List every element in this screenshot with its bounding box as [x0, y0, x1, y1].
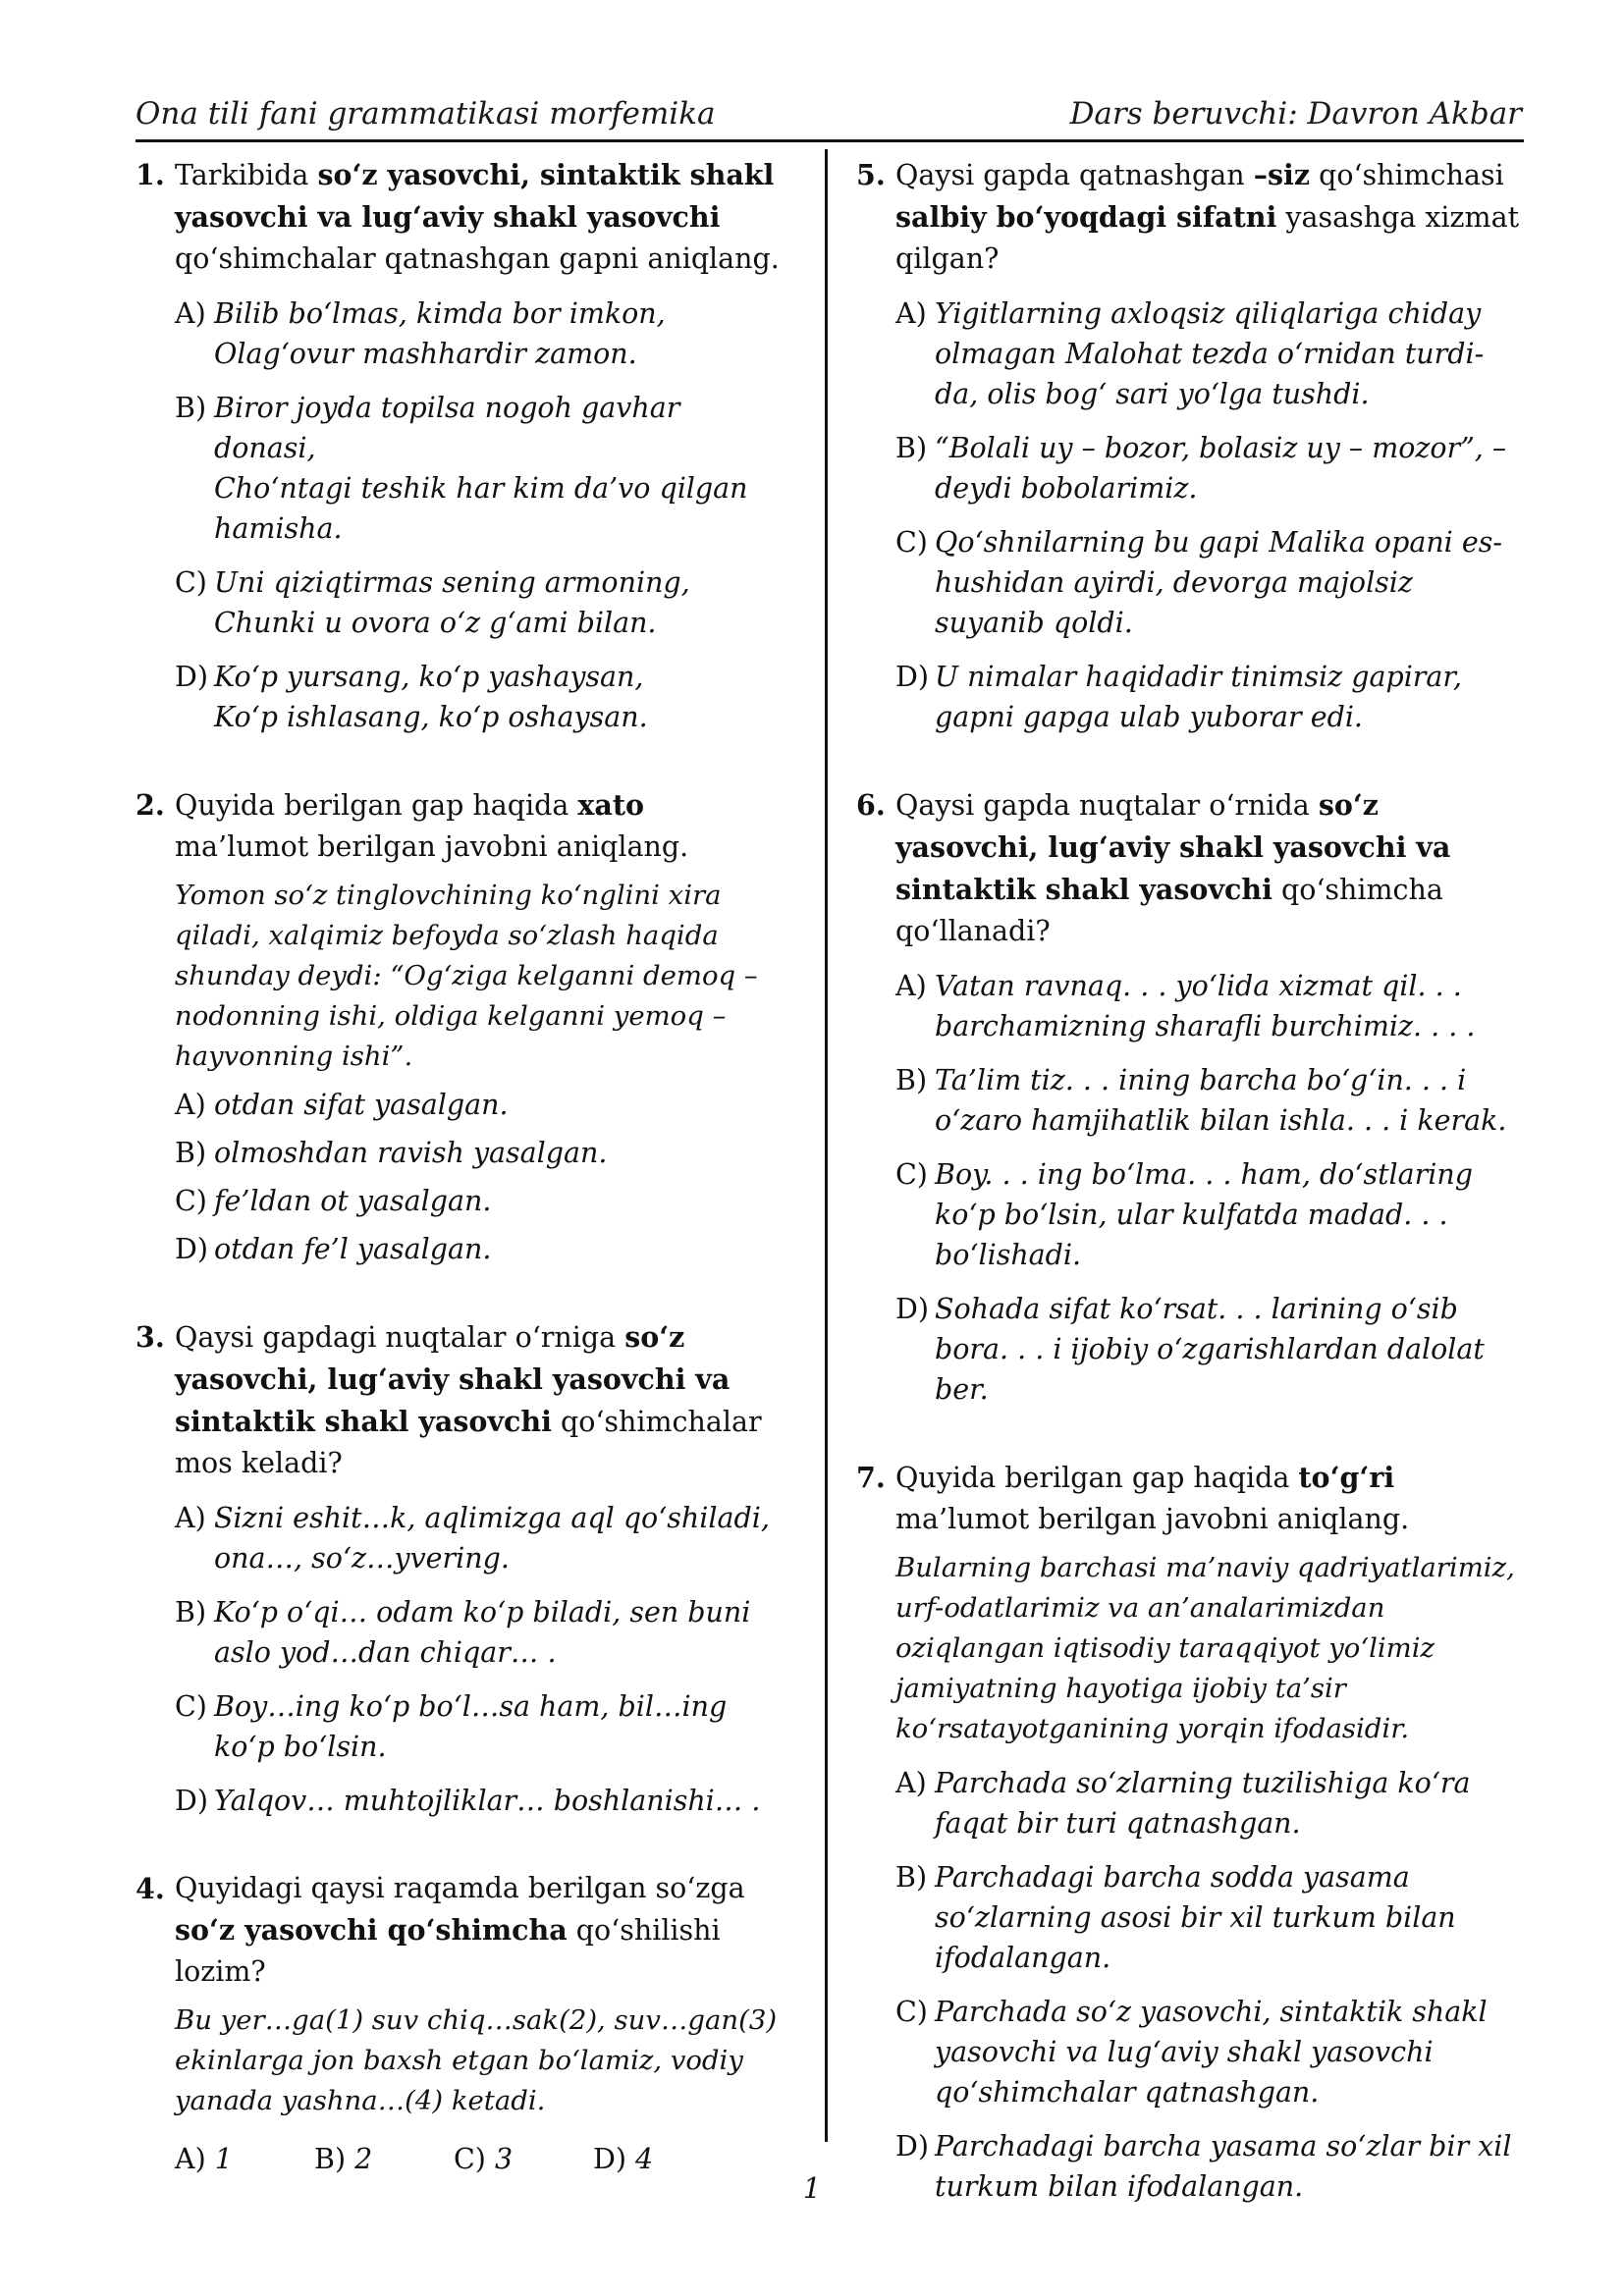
option-text: otdan sifat yasalgan. [214, 1089, 509, 1121]
option-c[interactable] [856, 522, 1524, 643]
option-b[interactable] [856, 1857, 1524, 1978]
option-text: Parchadagi barcha yasama so‘zlar bir xil turkum bilan ifodalangan. [935, 2130, 1512, 2203]
question-stem [135, 784, 784, 868]
option-d[interactable] [856, 1289, 1524, 1410]
stem-text: yasashga xizmat qilgan? [895, 201, 1520, 275]
option-letter: D) [593, 2143, 626, 2175]
option-line: Cho‘ntagi teshik har kim da’vo qilgan hamisha. [214, 472, 748, 545]
option-letter: B) [175, 1137, 207, 1169]
question-number: 3. [135, 1320, 165, 1354]
option-line: Uni qiziqtirmas sening armoning, [214, 566, 690, 599]
option-line: Chunki u ovora o‘z g‘ami bilan. [214, 607, 657, 639]
option-letter: D) [895, 2130, 929, 2163]
option-d[interactable] [856, 657, 1524, 737]
option-a[interactable] [856, 1763, 1524, 1843]
option-letter: A) [175, 1502, 206, 1534]
option-text: Parchada so‘z yasovchi, sintaktik shakl yasovchi va lug‘aviy shakl yasovchi qo‘shimchalar qatnashgan. [935, 1996, 1488, 2109]
option-letter: A) [895, 1767, 927, 1799]
option-text: “Bolali uy – bozor, bolasiz uy – mozor”, – deydi bobolarimiz. [935, 432, 1507, 505]
question-number: 7. [856, 1461, 886, 1494]
header-teacher: Dars beruvchi: Davron Akbar [1069, 96, 1522, 132]
option-letter: A) [895, 297, 927, 330]
option-text: 4 [635, 2143, 654, 2175]
option-text: Qo‘shnilarning bu gapi Malika opani es-hushidan ayirdi, devorga majolsiz suyanib qoldi. [935, 526, 1502, 639]
question-number: 2. [135, 788, 165, 822]
quoted-passage: Yomon so‘z tinglovchining ko‘nglini xira qiladi, xalqimiz befoyda so‘zlash haqida shunday deydi: “Og‘ziga kelganni demoq – nodonning ishi, oldiga kelganni yemoq – hayvonning ishi”. [175, 880, 758, 1072]
option-text: 1 [214, 2143, 233, 2175]
option-letter: A) [175, 2143, 206, 2175]
option-c[interactable] [135, 1181, 784, 1221]
option-line: Ko‘p yursang, ko‘p yashaysan, [214, 661, 644, 693]
stem-text: qo‘shimchalar qatnashgan gapni aniqlang. [175, 242, 780, 275]
option-d[interactable] [135, 657, 784, 737]
stem-text: Quyidagi qaysi raqamda berilgan so‘zga [175, 1872, 745, 1904]
option-c[interactable] [135, 562, 784, 643]
option-a[interactable] [135, 1085, 784, 1125]
question-1 [135, 154, 784, 737]
option-letter: C) [175, 1185, 207, 1217]
question-number: 6. [856, 788, 886, 822]
option-line: Biror joyda topilsa nogoh gavhar donasi, [214, 392, 680, 464]
option-letter: B) [175, 1596, 207, 1629]
stem-emphasis: xato [577, 788, 645, 822]
stem-emphasis: to‘g‘ri [1298, 1461, 1395, 1494]
option-text: U nimalar haqidadir tinimsiz gapirar, gapni gapga ulab yuborar edi. [935, 661, 1462, 733]
option-text: fe’ldan ot yasalgan. [214, 1185, 492, 1217]
stem-text: qo‘shimchalar mos keladi? [175, 1406, 762, 1479]
stem-text: qo‘shimchasi [1310, 159, 1504, 191]
stem-text: Quyida berilgan gap haqida [175, 789, 578, 822]
option-text: Parchadagi barcha sodda yasama so‘zlarning asosi bir xil turkum bilan ifodalangan. [935, 1861, 1456, 1974]
option-c[interactable] [856, 1992, 1524, 2112]
question-2 [135, 784, 784, 1269]
option-letter: C) [175, 566, 207, 599]
option-letter: B) [895, 432, 928, 464]
option-letter: C) [454, 2143, 486, 2175]
option-letter: D) [895, 661, 929, 693]
stem-emphasis: so‘z yasovchi, lug‘aviy shakl yasovchi va sintaktik shakl yasovchi [175, 1320, 731, 1438]
option-letter: D) [175, 661, 208, 693]
option-text: 2 [354, 2143, 373, 2175]
option-letter: B) [175, 392, 207, 424]
stem-text: Qaysi gapda nuqtalar o‘rnida [895, 789, 1319, 822]
option-a[interactable] [856, 294, 1524, 414]
option-d[interactable] [135, 1229, 784, 1269]
option-line: Olag‘ovur mashhardir zamon. [214, 338, 637, 370]
option-b[interactable] [856, 428, 1524, 508]
option-letter: C) [895, 1158, 928, 1191]
option-text: otdan fe’l yasalgan. [214, 1233, 492, 1265]
option-a[interactable] [135, 1498, 784, 1578]
question-number: 5. [856, 158, 886, 191]
question-stem [856, 784, 1524, 952]
quoted-passage: Bularning barchasi ma’naviy qadriyatlarimiz, urf-odatlarimiz va an’analarimizdan oziqlangan iqtisodiy taraqqiyot yo‘limiz jamiyatning hayotiga ijobiy ta’sir ko‘rsatayotganining yorqin ifodasidir. [895, 1552, 1515, 1744]
stem-text: Qaysi gapdagi nuqtalar o‘rniga [175, 1321, 625, 1354]
page-number: 1 [802, 2171, 822, 2205]
stem-text: Quyida berilgan gap haqida [895, 1462, 1299, 1494]
question-number: 1. [135, 158, 165, 191]
stem-emphasis: –siz [1253, 158, 1311, 191]
question-5 [856, 154, 1524, 737]
stem-emphasis: so‘z yasovchi qo‘shimcha [175, 1913, 568, 1947]
option-text: Vatan ravnaq. . . yo‘lida xizmat qil. . . barchamizning sharafli burchimiz. . . . [935, 970, 1476, 1042]
question-stem [135, 1868, 784, 1993]
option-text: Boy…ing ko‘p bo‘l…sa ham, bil…ing ko‘p bo‘lsin. [214, 1690, 728, 1763]
stem-emphasis: so‘z yasovchi, lug‘aviy shakl yasovchi va sintaktik shakl yasovchi [895, 788, 1451, 906]
option-a[interactable] [856, 966, 1524, 1046]
option-text: Yigitlarning axloqsiz qiliqlariga chiday olmagan Malohat tezda o‘rnidan turdi-da, olis bog‘ sari yo‘lga tushdi. [935, 297, 1485, 410]
option-text: Ta’lim tiz. . . ining barcha bo‘g‘in. . . i o‘zaro hamjihatlik bilan ishla. . . i kerak. [935, 1064, 1507, 1137]
stem-text: qo‘shilishi lozim? [175, 1914, 721, 1988]
option-b[interactable] [135, 388, 784, 549]
option-text: Boy. . . ing bo‘lma. . . ham, do‘stlaring ko‘p bo‘lsin, ular kulfatda madad. . . bo‘lishadi. [935, 1158, 1473, 1271]
stem-emphasis: salbiy bo‘yoqdagi sifatni [895, 200, 1277, 234]
right-column [856, 154, 1524, 2254]
option-b[interactable] [135, 1133, 784, 1173]
question-stem [856, 1457, 1524, 1540]
option-letter: C) [895, 1996, 928, 2028]
question-3 [135, 1316, 784, 1821]
question-stem [135, 154, 784, 280]
stem-text: ma’lumot berilgan javobni aniqlang. [175, 830, 689, 863]
option-letter: A) [895, 970, 927, 1002]
option-text: Ko‘p o‘qi… odam ko‘p biladi, sen buni aslo yod…dan chiqar… . [214, 1596, 751, 1669]
option-text: Sizni eshit…k, aqlimizga aql qo‘shiladi, ona…, so‘z…yvering. [214, 1502, 770, 1575]
column-divider [825, 149, 828, 2142]
option-letter: C) [175, 1690, 207, 1723]
quoted-passage: Bu yer…ga(1) suv chiq…sak(2), suv…gan(3) ekinlarga jon baxsh etgan bo‘lamiz, vodiy yanada yashna…(4) ketadi. [175, 2004, 778, 2116]
option-letter: D) [895, 1293, 929, 1325]
stem-text: ma’lumot berilgan javobni aniqlang. [895, 1503, 1410, 1535]
option-letter: D) [175, 1785, 208, 1817]
option-letter: C) [895, 526, 928, 559]
stem-text: qo‘shimcha qo‘llanadi? [895, 874, 1443, 947]
stem-emphasis: so‘z yasovchi, sintaktik shakl yasovchi va lug‘aviy shakl yasovchi [175, 158, 775, 234]
option-letter: B) [895, 1064, 928, 1096]
option-text: olmoshdan ravish yasalgan. [214, 1137, 608, 1169]
option-letter: B) [895, 1861, 928, 1894]
question-6 [856, 784, 1524, 1410]
question-4 [135, 1868, 784, 2179]
option-text: Sohada sifat ko‘rsat. . . larining o‘sib bora. . . i ijobiy o‘zgarishlardan dalolat ber. [935, 1293, 1485, 1406]
option-d[interactable] [135, 1781, 784, 1821]
option-letter: B) [314, 2143, 347, 2175]
header-rule [135, 139, 1524, 142]
option-letter: A) [175, 1089, 206, 1121]
question-7 [856, 1457, 1524, 2207]
option-text: Parchada so‘zlarning tuzilishiga ko‘ra faqat bir turi qatnashgan. [935, 1767, 1471, 1840]
option-text: 3 [495, 2143, 514, 2175]
option-c[interactable] [135, 1686, 784, 1767]
header-subject: Ona tili fani grammatikasi morfemika [135, 96, 716, 132]
stem-text: Qaysi gapda qatnashgan [895, 159, 1254, 191]
question-number: 4. [135, 1872, 165, 1905]
question-stem [135, 1316, 784, 1484]
stem-text: Tarkibida [175, 159, 318, 191]
option-letter: D) [175, 1233, 208, 1265]
option-c[interactable] [856, 1154, 1524, 1275]
option-a[interactable] [135, 294, 784, 374]
option-b[interactable] [135, 1592, 784, 1673]
left-column [135, 154, 784, 2226]
option-letter: A) [175, 297, 206, 330]
option-b[interactable] [856, 1060, 1524, 1141]
option-line: Bilib bo‘lmas, kimda bor imkon, [214, 297, 666, 330]
option-text: Yalqov… muhtojliklar… boshlanishi… . [214, 1785, 761, 1817]
option-line: Ko‘p ishlasang, ko‘p oshaysan. [214, 701, 648, 733]
question-stem [856, 154, 1524, 280]
